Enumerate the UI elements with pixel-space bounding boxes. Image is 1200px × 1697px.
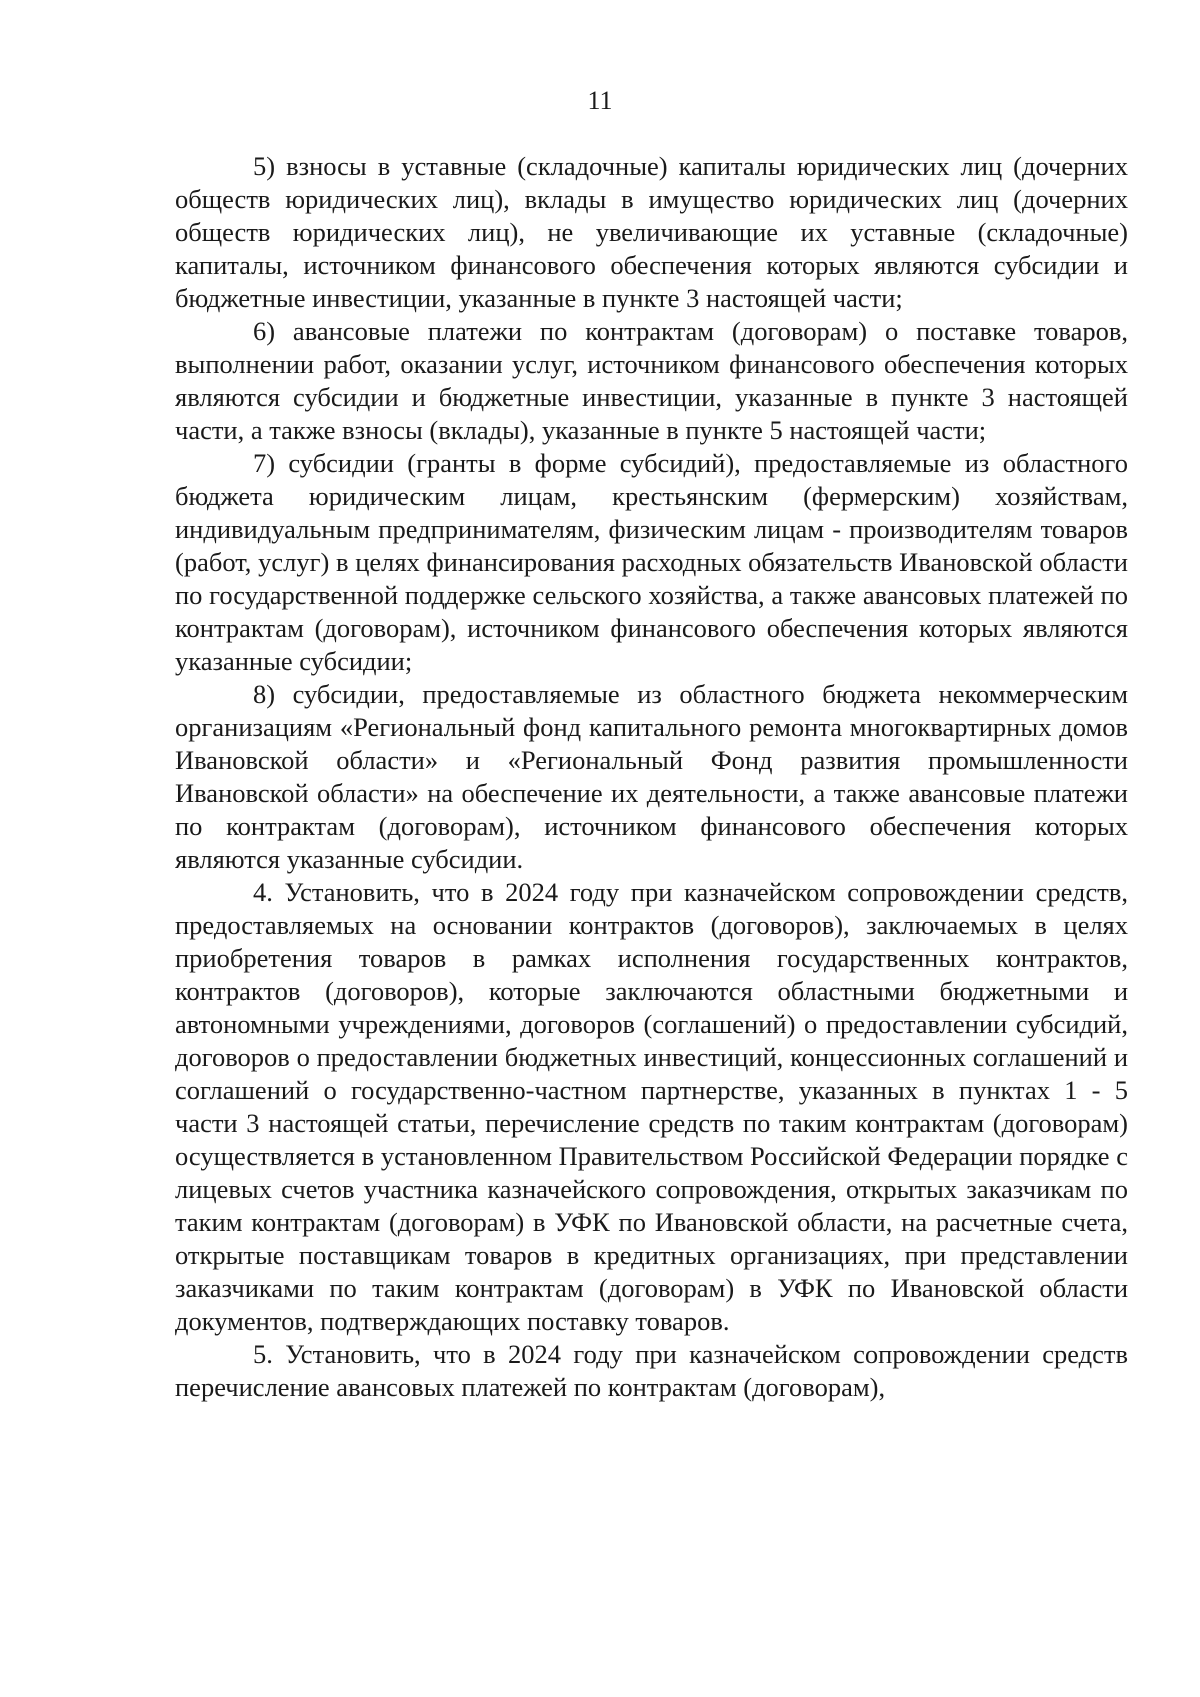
paragraph-item-5: 5) взносы в уставные (складочные) капиталы юридических лиц (дочерних обществ юридических лиц), вклады в имущество юридических лиц (дочерних обществ юридических лиц), не увеличивающие их уставные (складочные) капиталы, источником финансового обеспечения которых являются субсидии и бюджетные инвестиции, указанные в пункте 3 настоящей части; — [175, 151, 1128, 313]
paragraph-clause-5: 5. Установить, что в 2024 году при казначейском сопровождении средств перечисление авансовых платежей по контрактам (договорам), — [175, 1339, 1128, 1402]
paragraph-item-6: 6) авансовые платежи по контрактам (договорам) о поставке товаров, выполнении работ, оказании услуг, источником финансового обеспечения которых являются субсидии и бюджетные инвестиции, указанные в пункте 3 настоящей части, а также взносы (вклады), указанные в пункте 5 настоящей части; — [175, 316, 1128, 445]
document-body — [175, 150, 1128, 1404]
paragraph-item-7: 7) субсидии (гранты в форме субсидий), предоставляемые из областного бюджета юридическим лицам, крестьянским (фермерским) хозяйствам, индивидуальным предпринимателям, физическим лицам - производителям товаров (работ, услуг) в целях финансирования расходных обязательств Ивановской области по государственной поддержке сельского хозяйства, а также авансовых платежей по контрактам (договорам), источником финансового обеспечения которых являются указанные субсидии; — [175, 448, 1128, 676]
page-number: 11 — [587, 86, 613, 115]
paragraph-item-8: 8) субсидии, предоставляемые из областного бюджета некоммерческим организациям «Региональный фонд капитального ремонта многоквартирных домов Ивановской области» и «Региональный Фонд развития промышленности Ивановской области» на обеспечение их деятельности, а также авансовые платежи по контрактам (договорам), источником финансового обеспечения которых являются указанные субсидии. — [175, 679, 1128, 874]
paragraph-clause-4: 4. Установить, что в 2024 году при казначейском сопровождении средств, предоставляемых на основании контрактов (договоров), заключаемых в целях приобретения товаров в рамках исполнения государственных контрактов, контрактов (договоров), которые заключаются областными бюджетными и автономными учреждениями, договоров (соглашений) о предоставлении субсидий, договоров о предоставлении бюджетных инвестиций, концессионных соглашений и соглашений о государственно-частном партнерстве, указанных в пунктах 1 - 5 части 3 настоящей статьи, перечисление средств по таким контрактам (договорам) осуществляется в установленном Правительством Российской Федерации порядке с лицевых счетов участника казначейского сопровождения, открытых заказчикам по таким контрактам (договорам) в УФК по Ивановской области, на расчетные счета, открытые поставщикам товаров в кредитных организациях, при представлении заказчиками по таким контрактам (договорам) в УФК по Ивановской области документов, подтверждающих поставку товаров. — [175, 877, 1128, 1336]
